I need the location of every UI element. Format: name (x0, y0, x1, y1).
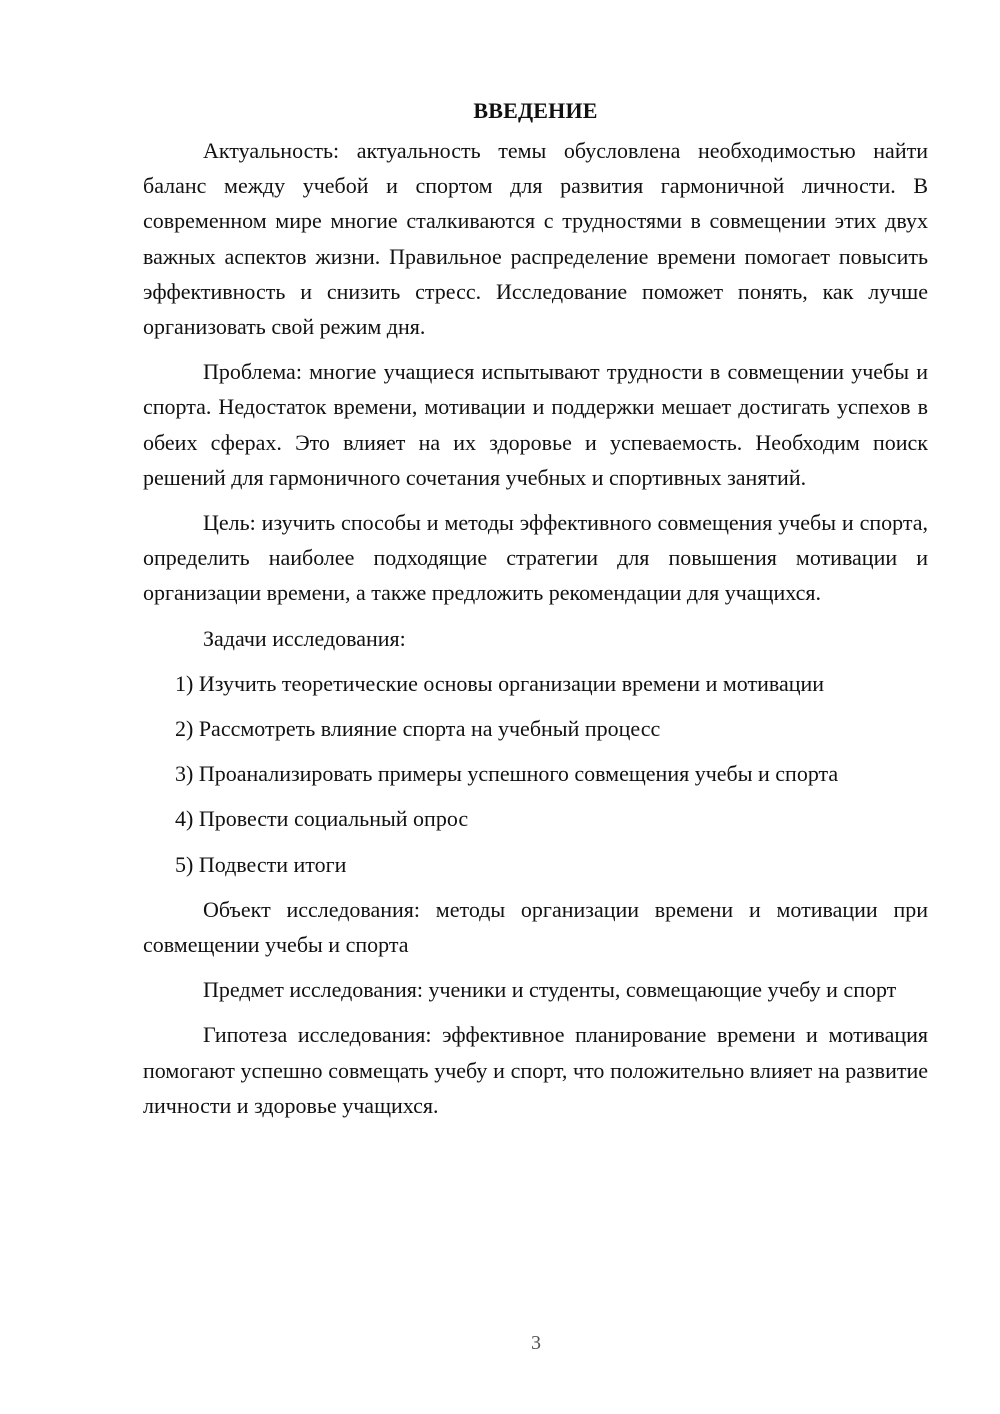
page-number: 3 (531, 1332, 541, 1354)
paragraph-subject: Предмет исследования: ученики и студенты, совмещающие учебу и спорт (203, 977, 897, 1003)
tasks-heading: Задачи исследования: (203, 625, 406, 651)
paragraph-goal: Цель: изучить способы и методы эффективного совмещения учебы и спорта, определить наиболее подходящие стратегии для повышения мотивации и организации времени, а также предложить рекомендации для учащихся. (143, 510, 928, 606)
task-item: 3) Проанализировать примеры успешного совмещения учебы и спорта (175, 761, 839, 787)
task-item: 4) Провести социальный опрос (175, 806, 469, 832)
paragraph-object: Объект исследования: методы организации времени и мотивации при совмещении учебы и спорта (143, 896, 928, 958)
task-item: 2) Рассмотреть влияние спорта на учебный процесс (175, 716, 661, 742)
task-item: 5) Подвести итоги (175, 851, 347, 877)
document-page (143, 93, 928, 1133)
paragraph-relevance: Актуальность: актуальность темы обусловлена необходимостью найти баланс между учебой и спортом для развития гармоничной личности. В современном мире многие сталкиваются с трудностями в совмещении этих двух важных аспектов жизни. Правильное распределение времени помогает повысить эффективность и снизить стресс. Исследование поможет понять, как лучше организовать свой режим дня. (143, 138, 928, 340)
task-item: 1) Изучить теоретические основы организации времени и мотивации (175, 670, 825, 696)
paragraph-problem: Проблема: многие учащиеся испытывают трудности в совмещении учебы и спорта. Недостаток времени, мотивации и поддержки мешает достигать успехов в обеих сферах. Это влияет на их здоровье и успеваемость. Необходим поиск решений для гармоничного сочетания учебных и спортивных занятий. (143, 359, 928, 490)
tasks-list (143, 666, 928, 882)
paragraph-hypothesis: Гипотеза исследования: эффективное планирование времени и мотивация помогают успешно совмещать учебу и спорт, что положительно влияет на развитие личности и здоровье учащихся. (143, 1022, 928, 1118)
section-title: ВВЕДЕНИЕ (473, 98, 598, 123)
